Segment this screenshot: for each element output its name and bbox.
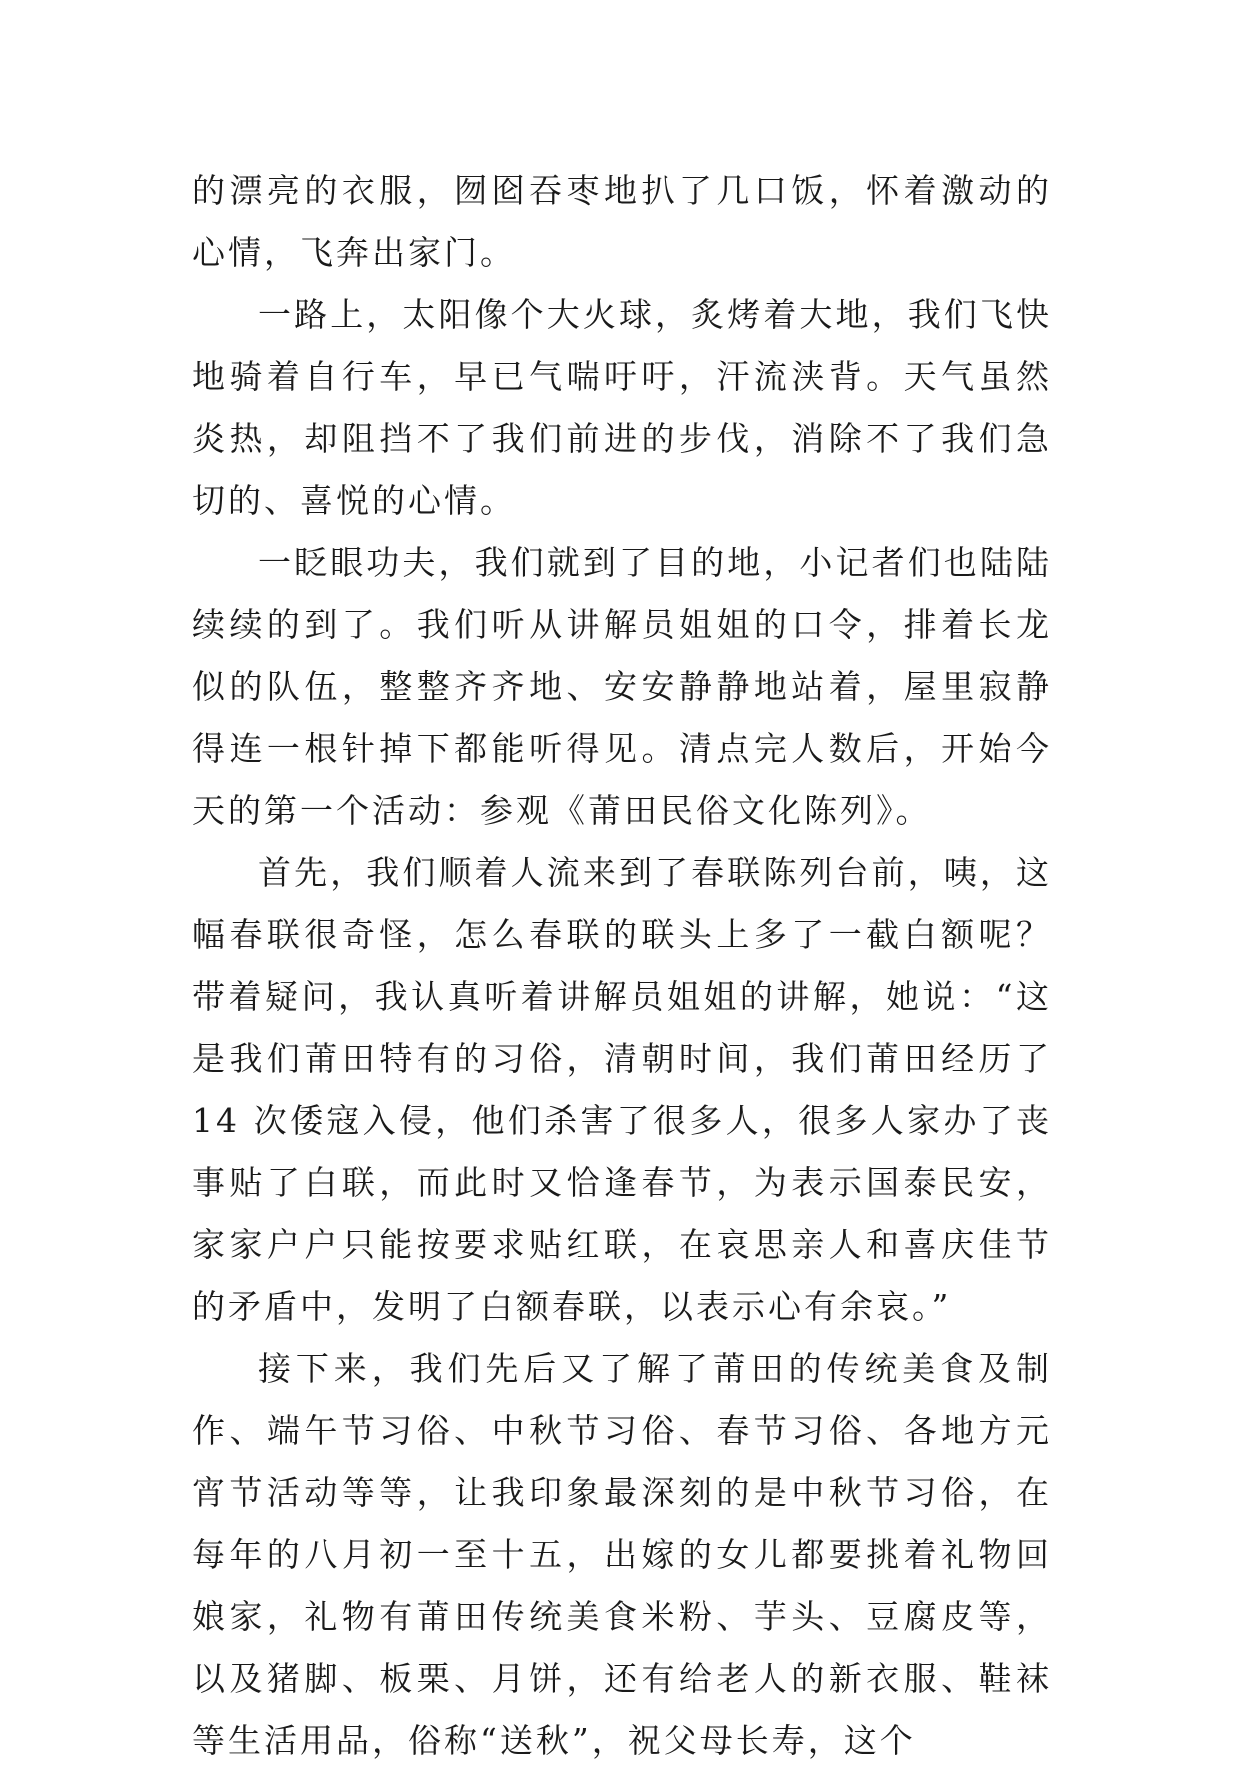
- paragraph-2: 一路上，太阳像个大火球，炙烤着大地，我们飞快地骑着自行车，早已气喘吁吁，汗流浃背。天气虽然炎热，却阻挡不了我们前进的步伐，消除不了我们急切的、喜悦的心情。: [192, 295, 1052, 520]
- paragraph-3: 一眨眼功夫，我们就到了目的地，小记者们也陆陆续续的到了。我们听从讲解员姐姐的口令，排着长龙似的队伍，整整齐齐地、安安静静地站着，屋里寂静得连一根针掉下都能听得见。清点完人数后，开始今天的第一个活动：参观《莆田民俗文化陈列》。: [192, 543, 1052, 830]
- paragraph-5: 接下来，我们先后又了解了莆田的传统美食及制作、端午节习俗、中秋节习俗、春节习俗、各地方元宵节活动等等，让我印象最深刻的是中秋节习俗，在每年的八月初一至十五，出嫁的女儿都要挑着礼物回娘家，礼物有莆田传统美食米粉、芋头、豆腐皮等，以及猪脚、板栗、月饼，还有给老人的新衣服、鞋袜等生活用品，俗称“送秋”，祝父母长寿，这个: [192, 1349, 1052, 1760]
- paragraph-4: 首先，我们顺着人流来到了春联陈列台前，咦，这幅春联很奇怪，怎么春联的联头上多了一截白额呢？带着疑问，我认真听着讲解员姐姐的讲解，她说：“这是我们莆田特有的习俗，清朝时间，我们莆田经历了 14 次倭寇入侵，他们杀害了很多人，很多人家办了丧事贴了白联，而此时又恰逢春节，为表示国泰民安，家家户户只能按要求贴红联，在哀思亲人和喜庆佳节的矛盾中，发明了白额春联，以表示心有余哀。”: [192, 853, 1052, 1326]
- paragraph-1: 的漂亮的衣服，囫囵吞枣地扒了几口饭，怀着激动的心情，飞奔出家门。: [192, 171, 1052, 272]
- document-body: [192, 160, 1052, 1772]
